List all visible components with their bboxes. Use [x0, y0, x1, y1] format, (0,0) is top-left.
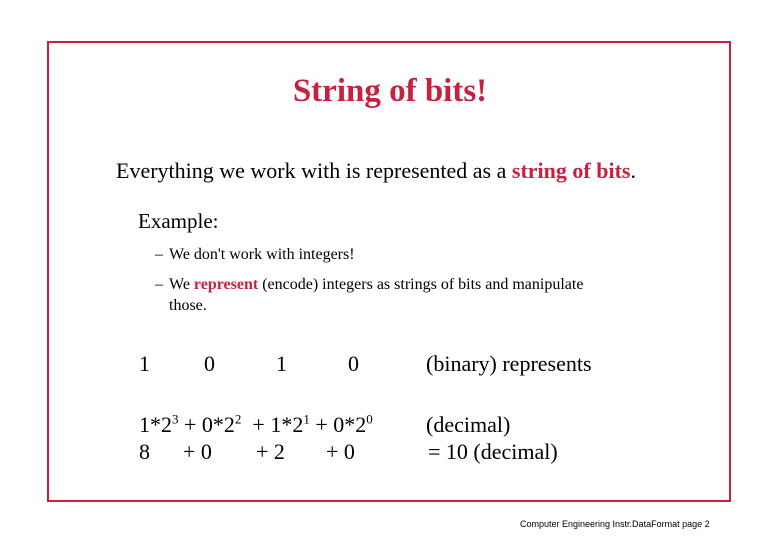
lead-sentence: [116, 158, 636, 184]
term-separator: +: [309, 412, 334, 437]
decimal-note: (decimal): [426, 412, 511, 437]
bullet-item: [155, 246, 355, 264]
binary-digit: 1: [276, 351, 287, 376]
lead-text-after: .: [630, 158, 636, 183]
term-separator: +: [241, 412, 271, 437]
decimal-result: = 10 (decimal): [428, 439, 558, 464]
lead-highlight: string of bits: [511, 158, 631, 183]
term-separator: +: [178, 412, 202, 437]
example-label: Example:: [138, 209, 219, 233]
binary-digit: 0: [348, 351, 359, 376]
term-exponent: 1: [303, 411, 310, 427]
bullet-dash: –: [155, 276, 163, 293]
bullet-text-before: We: [169, 276, 194, 293]
slide-title: String of bits!: [292, 73, 488, 109]
term-base: 0*2: [201, 412, 235, 437]
lead-text-before: Everything we work with is represented as a: [116, 158, 512, 183]
bullet-highlight: represent: [193, 276, 259, 293]
term-exponent: 0: [366, 411, 373, 427]
bullet-continuation: those.: [169, 297, 207, 314]
term-base: 1*2: [139, 412, 172, 437]
bullet-item: [155, 276, 583, 294]
term-exponent: 3: [172, 411, 179, 427]
bullet-text: We don't work with integers!: [169, 246, 355, 263]
term-exponent: 2: [234, 411, 242, 427]
place-value: 8: [139, 439, 150, 464]
bullet-dash: –: [155, 246, 163, 263]
term-base: 0*2: [333, 412, 367, 437]
term-base: 1*2: [270, 412, 304, 437]
binary-digit: 0: [204, 351, 215, 376]
place-value: + 0: [183, 439, 212, 464]
expansion-formula: [139, 412, 373, 438]
binary-digit: 1: [139, 351, 150, 376]
slide-footer: Computer Engineering Instr.DataFormat page 2: [520, 519, 710, 529]
bullet-text-after: (encode) integers as strings of bits and manipulate: [258, 276, 584, 293]
place-value: + 0: [326, 439, 355, 464]
place-value: + 2: [256, 439, 285, 464]
binary-note: (binary) represents: [426, 351, 592, 376]
